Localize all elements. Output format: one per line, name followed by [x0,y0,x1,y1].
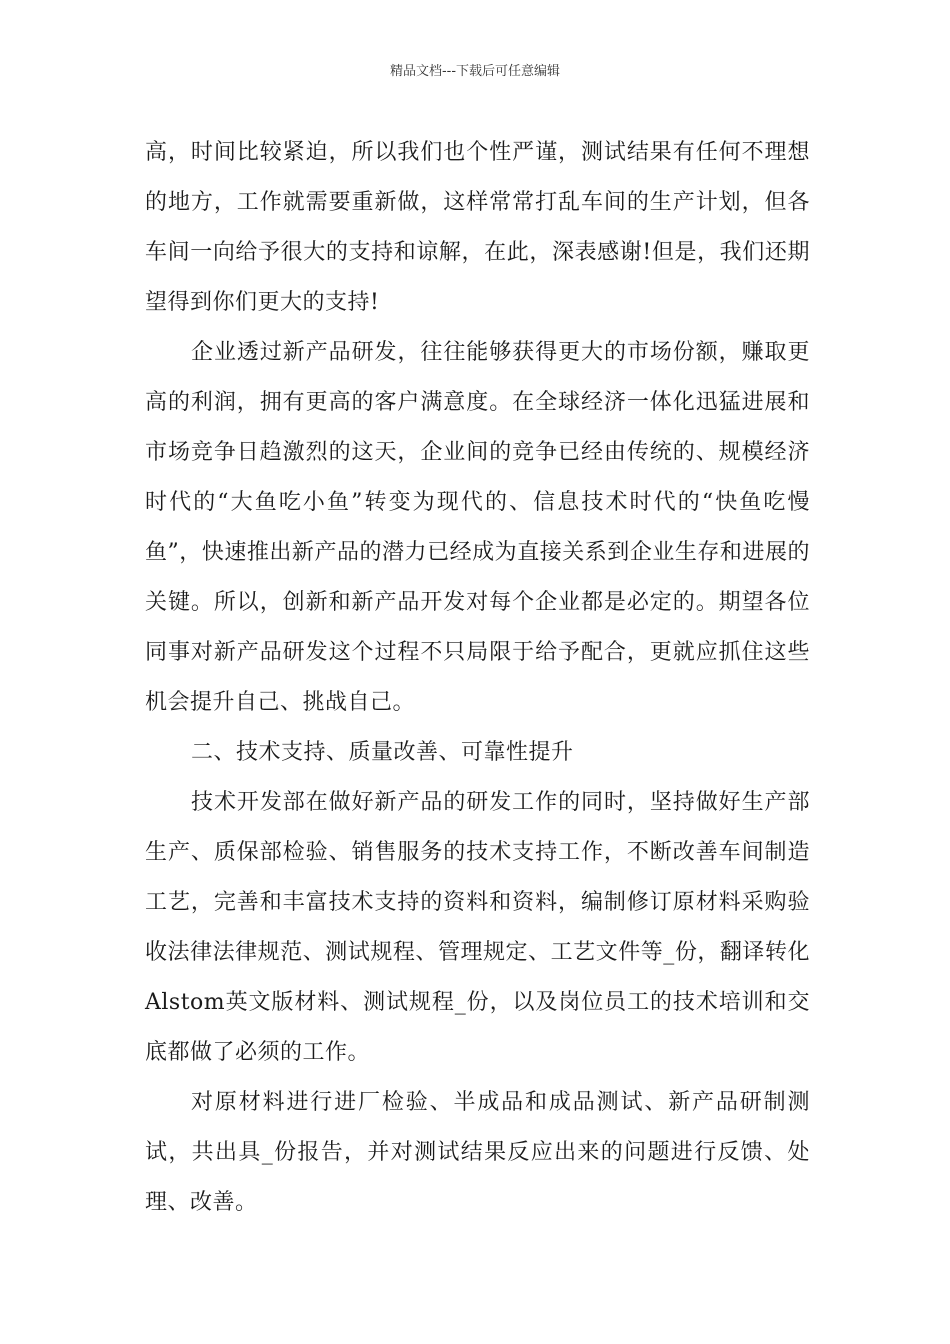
document-body [145,128,810,1228]
paragraph-3: 技术开发部在做好新产品的研发工作的同时，坚持做好生产部生产、质保部检验、销售服务的技术支持工作，不断改善车间制造工艺，完善和丰富技术支持的资料和资料，编制修订原材料采购验收法律法律规范、测试规程、管理规定、工艺文件等_份，翻译转化Alstom英文版材料、测试规程_份，以及岗位员工的技术培训和交底都做了必须的工作。 [145,790,810,1065]
paragraph-2: 企业透过新产品研发，往往能够获得更大的市场份额，赚取更高的利润，拥有更高的客户满意度。在全球经济一体化迅猛进展和市场竞争日趋激烈的这天，企业间的竞争已经由传统的、规模经济时代的“大鱼吃小鱼”转变为现代的、信息技术时代的“快鱼吃慢鱼”，快速推出新产品的潜力已经成为直接关系到企业生存和进展的关键。所以，创新和新产品开发对每个企业都是必定的。期望各位同事对新产品研发这个过程不只局限于给予配合，更就应抓住这些机会提升自己、挑战自己。 [145,340,810,715]
paragraph-4: 对原材料进行进厂检验、半成品和成品测试、新产品研制测试，共出具_份报告，并对测试结果反应出来的问题进行反馈、处理、改善。 [145,1090,810,1215]
section-heading: 二、技术支持、质量改善、可靠性提升 [191,740,574,765]
page-header: 精品文档---下载后可任意编辑 [389,64,561,79]
paragraph-1: 高，时间比较紧迫，所以我们也个性严谨，测试结果有任何不理想的地方，工作就需要重新做，这样常常打乱车间的生产计划，但各车间一向给予很大的支持和谅解，在此，深表感谢!但是，我们还期望得到你们更大的支持! [145,140,810,315]
